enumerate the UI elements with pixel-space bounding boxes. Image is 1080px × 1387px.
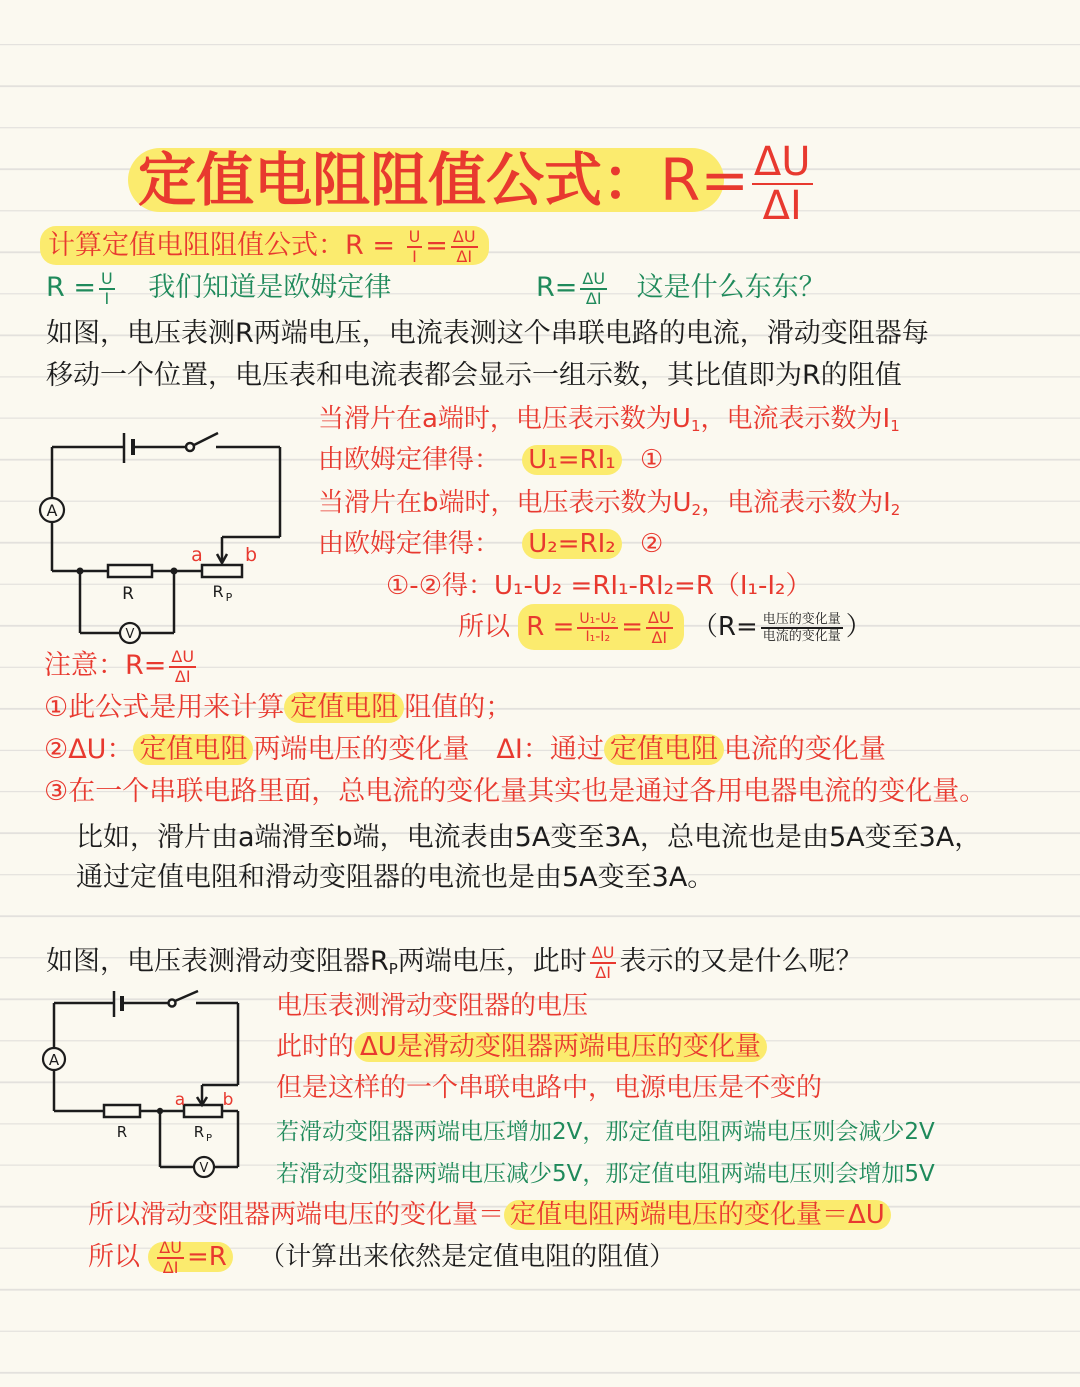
deriv-paren-den: 电流的变化量 [762, 628, 841, 644]
answer-line2-pre: 此时的 [276, 1032, 355, 1062]
answer-line7-frac-den: ΔI [162, 1257, 179, 1277]
circuit-diagram-2 [38, 985, 258, 1185]
ohm-frac-num: U [100, 268, 113, 288]
question-frac [590, 942, 617, 982]
answer-line6-pre: 所以滑动变阻器两端电压的变化量＝ [88, 1200, 505, 1230]
deriv-so-frac1-den: I₁-I₂ [585, 628, 611, 645]
deriv-paren-close: ） [845, 612, 872, 642]
voltmeter-2-label: V [199, 1161, 209, 1176]
calc-eq: = [425, 230, 448, 261]
calc-frac-2-num: ΔU [452, 226, 476, 246]
deriv-ohm1-line [318, 442, 663, 478]
resistor-2-label: R [116, 1123, 128, 1141]
answer-line-4: 若滑动变阻器两端电压增加2V，那定值电阻两端电压则会减少2V [276, 1119, 935, 1145]
answer-line-7 [88, 1236, 675, 1278]
deriv-ohm2-label: 由欧姆定律得： [318, 529, 501, 559]
deriv-b-mid: ，电流表示数为I [701, 488, 891, 518]
question-post: 表示的又是什么呢？ [619, 946, 863, 977]
deriv-a-pre: 当滑片在a端时，电压表示数为U [318, 404, 691, 434]
question-frac-den: ΔI [595, 962, 611, 982]
deriv-b-line [318, 485, 900, 528]
deriv-so-highlight [518, 604, 683, 650]
note-label: 注意： [44, 650, 125, 681]
deriv-so-line [458, 604, 872, 650]
deriv-so-label: 所以 [458, 612, 511, 642]
deriv-a-mid: ，电流表示数为I [700, 404, 891, 434]
deriv-so-eq: = [621, 612, 643, 642]
end-a-label: a [191, 544, 203, 566]
note-item1-post: 阻值的； [404, 692, 513, 723]
ammeter-label: A [46, 501, 58, 520]
title-frac-num: ΔU [753, 138, 811, 185]
deriv-so-frac1-num: U₁-U₂ [579, 610, 617, 627]
deriv-so-r: R = [526, 612, 575, 642]
deriv-so-frac1 [577, 612, 618, 644]
deriv-ohm2-line [318, 526, 663, 562]
answer-line7-frac-num: ΔU [159, 1237, 182, 1257]
calc-formula-r: R = [345, 230, 404, 261]
note-item2-hl2: 定值电阻 [604, 734, 724, 765]
note-frac-num: ΔU [171, 646, 195, 666]
note-frac-den: ΔI [174, 666, 191, 686]
para1-line2: 移动一个位置，电压表和电流表都会显示一组示数，其比值即为R的阻值 [46, 360, 902, 391]
note-item-1 [44, 690, 512, 726]
deriv-mark2: ② [639, 529, 664, 559]
answer-line7-note: （计算出来依然是定值电阻的阻值） [259, 1242, 676, 1272]
calc-frac-1-num: U [408, 226, 421, 246]
ohm-frac-2 [580, 268, 607, 308]
answer-line7-label: 所以 [88, 1242, 141, 1272]
deriv-b-sub2: 2 [890, 501, 901, 519]
question-pre: 如图，电压表测滑动变阻器R [46, 946, 389, 977]
deriv-paren-frac [761, 613, 843, 643]
question-mid: 两端电压，此时 [397, 946, 587, 977]
answer-line-1: 电压表测滑动变阻器的电压 [276, 991, 589, 1021]
note-item2-c: 电流的变化量 [723, 734, 886, 765]
answer-line7-eq: =R [186, 1242, 227, 1272]
note-item2-hl1: 定值电阻 [133, 734, 253, 765]
note-item1-pre: ①此公式是用来计算 [44, 692, 285, 723]
deriv-so-frac2-den: ΔI [651, 627, 668, 647]
deriv-ohm1-label: 由欧姆定律得： [318, 445, 501, 475]
note-item-2 [44, 732, 886, 768]
calc-frac-2 [451, 226, 478, 266]
deriv-eq2: U₂=RI₂ [522, 529, 621, 559]
deriv-b-sub1: 2 [691, 501, 702, 519]
deriv-paren-num: 电压的变化量 [762, 611, 841, 627]
page-title [138, 138, 816, 229]
answer-line-5: 若滑动变阻器两端电压减少5V，那定值电阻两端电压则会增加5V [276, 1161, 935, 1187]
rheostat-sub-label: P [225, 591, 233, 604]
calc-formula-line [40, 228, 489, 265]
answer-line-6 [88, 1197, 891, 1233]
answer-line-3: 但是这样的一个串联电路中，电源电压是不变的 [276, 1073, 823, 1103]
note-heading [44, 648, 199, 685]
note-r-eq: R= [125, 650, 167, 681]
para1-line1: 如图，电压表测R两端电压，电流表测这个串联电路的电流，滑动变阻器每 [46, 318, 929, 349]
ohm-law-line-right [536, 270, 826, 307]
calc-formula-text: 计算定值电阻阻值公式： [48, 230, 345, 261]
note-example-2: 通过定值电阻和滑动变阻器的电流也是由5A变至3A。 [76, 862, 715, 893]
note-item2-b: 两端电压的变化量 ΔI：通过 [253, 734, 604, 765]
rheostat-2-label: R [193, 1123, 205, 1141]
title-frac-den: ΔI [762, 182, 802, 229]
rheostat-label: R [212, 582, 224, 601]
voltmeter-label: V [125, 627, 135, 642]
ohm-r-eq: R = [46, 272, 96, 303]
ohm-right-text: 这是什么东东？ [636, 272, 826, 303]
question-sub: P [388, 960, 398, 978]
ohm-frac-2-num: ΔU [582, 268, 606, 288]
ohm-frac [99, 268, 115, 308]
deriv-so-frac2-num: ΔU [647, 607, 671, 627]
rheostat-2-sub-label: P [205, 1133, 213, 1144]
calc-frac-1-den: I [412, 246, 417, 266]
answer-line2-hl: ΔU是滑动变阻器两端电压的变化量 [354, 1032, 767, 1062]
end-b-2-label: b [222, 1090, 234, 1110]
deriv-mark1: ① [639, 445, 664, 475]
ohm-r-eq-2: R= [536, 272, 578, 303]
deriv-subtract-line: ①-②得：U₁-U₂ =RI₁-RI₂=R（I₁-I₂） [386, 571, 812, 601]
ohm-frac-den: I [104, 288, 110, 308]
deriv-b-pre: 当滑片在b端时，电压表示数为U [318, 488, 692, 518]
answer-line-2 [276, 1029, 767, 1065]
title-fraction [752, 138, 813, 229]
deriv-a-sub2: 1 [890, 417, 900, 435]
answer-line6-hl: 定值电阻两端电压的变化量＝ΔU [504, 1200, 891, 1230]
deriv-a-line [318, 401, 900, 444]
ohm-law-line-left [46, 270, 391, 307]
title-text: 定值电阻阻值公式： [138, 146, 661, 214]
question-frac-num: ΔU [591, 942, 615, 962]
end-a-2-label: a [174, 1090, 186, 1110]
deriv-so-frac2 [646, 607, 673, 647]
note-item-3: ③在一个串联电路里面，总电流的变化量其实也是通过各用电器电流的变化量。 [44, 776, 987, 807]
answer-line7-highlight [148, 1237, 233, 1277]
title-r-eq: R= [660, 146, 749, 214]
circuit-diagram-1 [36, 425, 296, 650]
calc-frac-2-den: ΔI [456, 246, 473, 266]
ammeter-2-label: A [48, 1051, 60, 1069]
deriv-eq1: U₁=RI₁ [522, 445, 621, 475]
note-frac [169, 646, 196, 686]
end-b-label: b [244, 544, 258, 566]
deriv-paren-open: （R= [691, 612, 758, 642]
answer-line7-frac [157, 1237, 184, 1277]
question-line [46, 944, 862, 987]
calc-frac-1 [407, 226, 423, 266]
note-item1-hl: 定值电阻 [284, 692, 404, 723]
switch-blade [194, 433, 218, 445]
deriv-a-sub1: 1 [690, 417, 701, 435]
note-item2-a: ②ΔU： [44, 734, 134, 765]
ohm-frac-2-den: ΔI [585, 288, 602, 308]
resistor-label: R [122, 584, 134, 604]
ohm-left-text: 我们知道是欧姆定律 [148, 272, 392, 303]
note-example-1: 比如，滑片由a端滑至b端，电流表由5A变至3A，总电流也是由5A变至3A， [76, 822, 982, 853]
deriv-paren [692, 612, 872, 642]
calc-formula-highlight [40, 226, 489, 265]
